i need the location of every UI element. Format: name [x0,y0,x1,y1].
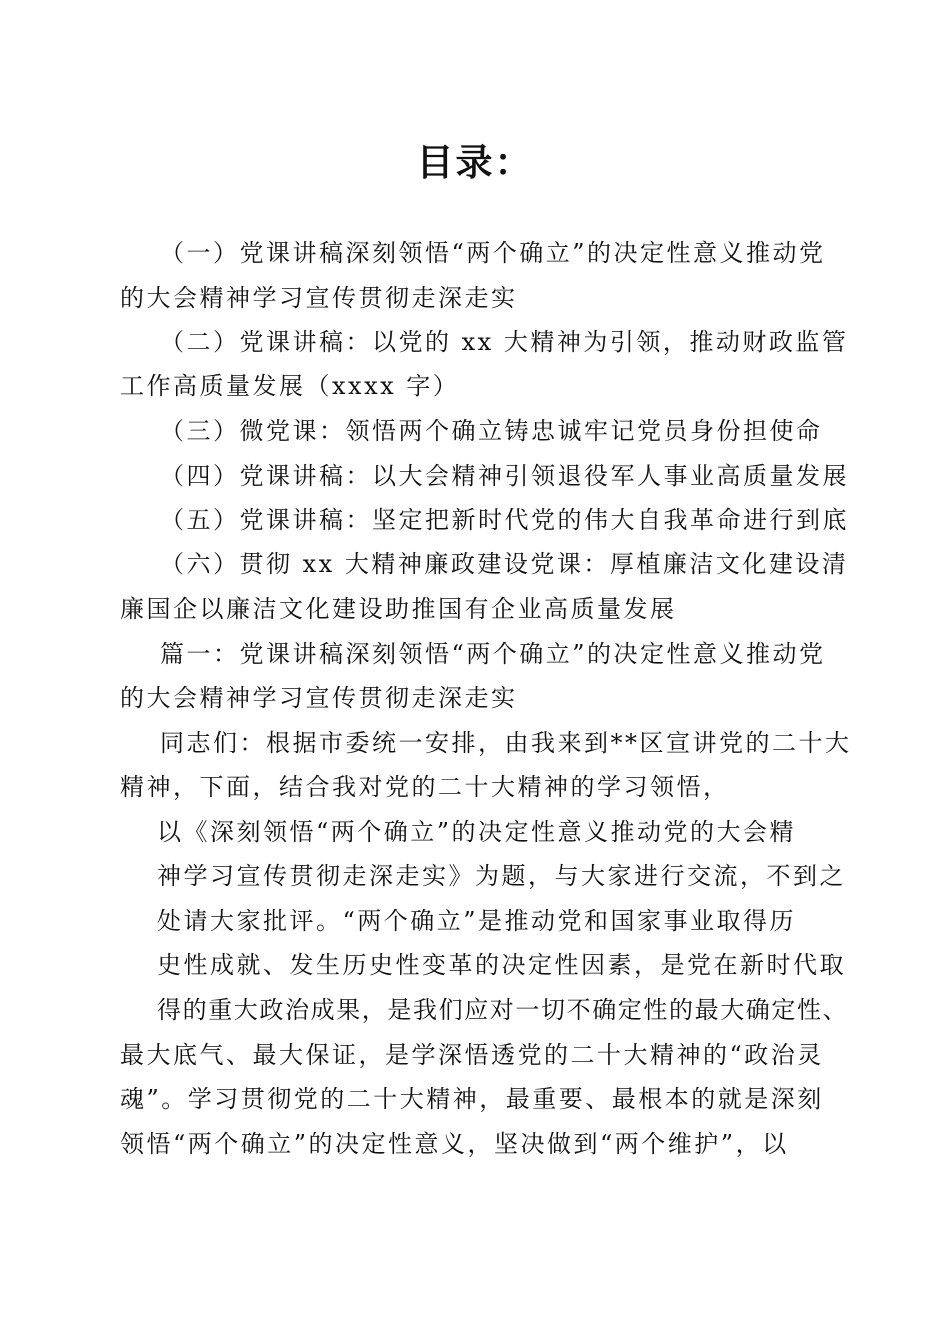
toc-item-5: （五）党课讲稿：坚定把新时代党的伟大自我革命进行到底 [160,506,849,534]
toc-item-1-line-1: （一）党课讲稿深刻领悟“两个确立”的决定性意义推动党 [160,239,826,267]
body-line-8: 最大底气、最大保证，是学深悟透党的二十大精神的“政治灵 [120,1041,824,1069]
body-line-9: 魂”。学习贯彻党的二十大精神，最重要、最根本的就是深刻 [120,1085,824,1113]
body-line-7: 得的重大政治成果，是我们应对一切不确定性的最大确定性、 [157,996,849,1024]
body-line-4: 神学习宣传贯彻走深走实》为题，与大家进行交流，不到之 [157,862,846,890]
body-line-10: 领悟“两个确立”的决定性意义，坚决做到“两个维护”，以 [120,1130,789,1158]
toc-item-2-line-1: （二）党课讲稿：以党的 xx 大精神为引领，推动财政监管 [160,328,849,356]
toc-item-6-line-2: 廉国企以廉洁文化建设助推国有企业高质量发展 [120,595,677,623]
toc-item-1-line-2: 的大会精神学习宣传贯彻走深走实 [120,284,518,312]
body-line-3: 以《深刻领悟“两个确立”的决定性意义推动党的大会精 [157,818,797,846]
body-line-6: 史性成就、发生历史性变革的决定性因素，是党在新时代取 [157,951,846,979]
body-line-5: 处请大家批评。“两个确立”是推动党和国家事业取得历 [157,907,797,935]
body-line-2: 精神，下面，结合我对党的二十大精神的学习领悟， [120,773,730,801]
body-line-1: 同志们：根据市委统一安排，由我来到**区宣讲党的二十大 [160,729,852,757]
toc-item-3: （三）微党课：领悟两个确立铸忠诚牢记党员身份担使命 [160,417,823,445]
chapter-heading-line-1: 篇一：党课讲稿深刻领悟“两个确立”的决定性意义推动党 [160,640,826,668]
toc-item-2-line-2: 工作高质量发展（xxxx 字） [120,372,460,400]
chapter-heading-line-2: 的大会精神学习宣传贯彻走深走实 [120,684,518,712]
toc-item-6-line-1: （六）贯彻 xx 大精神廉政建设党课：厚植廉洁文化建设清 [160,550,849,578]
page-title: 目录： [416,141,534,184]
toc-item-4: （四）党课讲稿：以大会精神引领退役军人事业高质量发展 [160,462,849,490]
